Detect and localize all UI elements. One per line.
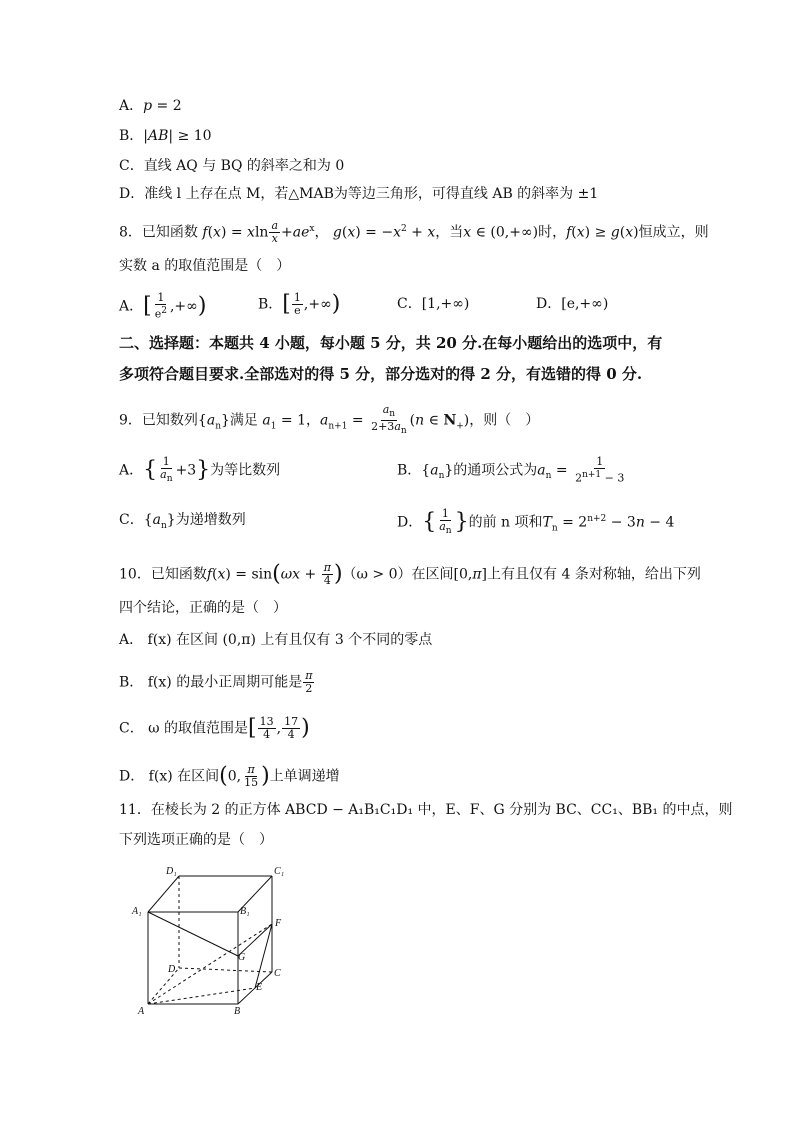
q9-stem: 9．已知数列$\{a_n\}$满足 $a_1 = 1$，$a_{n+1}$ = $\frac{a_n}{2+3a_n}$ (n ∈ $N_+$)，则（ ） (119, 403, 540, 437)
cube-figure (130, 862, 300, 1022)
q10-option-c: C． ω 的取值范围是[ $\frac{13}{4}$ , $\frac{17}{4}$ ) (119, 715, 310, 741)
q10-option-b: B． f(x) 的最小正周期可能是 $\frac{\pi}{2}$ (119, 669, 313, 695)
q9-option-d: D．{ $\frac{1}{a_n}$ }的前 n 项和$T_n = 2^{n+2} - 3n - 4$ (397, 507, 675, 537)
q8-stem-line2: 实数 a 的取值范围是（ ） (119, 258, 291, 274)
q9-option-c: C．$\{a_n\}$为递增数列 (119, 512, 246, 531)
label-e: E (256, 982, 263, 993)
q8-stem: 8．已知函数 f(x) = xln $\frac{a}{x}$ $+ae^x$， $g(x) = -x^2 + x$，当x ∈ (0,+∞)时，f(x) ≥ g(x)恒成立，则 (119, 219, 709, 246)
q10-stem: 10．已知函数f(x) = sin(ωx + $\frac{\pi}{4}$ )（ω > 0）在区间[0,π]上有且仅有 4 条对称轴，给出下列 (119, 561, 701, 587)
label-c1: C₁ (274, 866, 285, 877)
q10-stem-line2: 四个结论，正确的是（ ） (119, 600, 287, 616)
q11-stem-line1: 11．在棱长为 2 的正方体 ABCD − A₁B₁C₁D₁ 中，E、F、G 分别为 BC、CC₁、BB₁ 的中点，则 (119, 802, 733, 818)
label-b: B (234, 1006, 241, 1017)
q7-option-d: D．准线 l 上存在点 M，若△MAB为等边三角形，可得直线 AB 的斜率为 ±1 (119, 186, 599, 202)
label-g: G (238, 952, 246, 963)
q7-option-c: C．直线 AQ 与 BQ 的斜率之和为 0 (119, 158, 345, 174)
q7-option-b: B．|AB| ≥ 10 (119, 128, 212, 144)
q8-option-a: A．[ $\frac{1}{e^2}$ ,+∞) (119, 291, 207, 321)
q7-option-a: A．p = 2 (119, 98, 182, 114)
label-b1: B₁ (240, 906, 250, 917)
q9-option-a: A．{ $\frac{1}{a_n}$ +3}为等比数列 (119, 455, 281, 485)
section2-header-line2: 多项符合题目要求.全部选对的得 5 分，部分选对的得 2 分，有选错的得 0 分. (119, 365, 643, 383)
q11-stem-line2: 下列选项正确的是（ ） (119, 832, 273, 848)
q10-option-a: A． f(x) 在区间 (0,π) 上有且仅有 3 个不同的零点 (119, 632, 433, 648)
q8-option-c: C．[1,+∞) (397, 296, 470, 312)
label-a1: A₁ (132, 906, 142, 917)
q10-option-d: D． f(x) 在区间(0, $\frac{\pi}{15}$ )上单调递增 (119, 763, 340, 789)
section2-header-line1: 二、选择题：本题共 4 小题，每小题 5 分，共 20 分.在每小题给出的选项中，有 (119, 334, 663, 352)
label-d1: D₁ (166, 866, 177, 877)
label-f: F (275, 918, 282, 929)
q8-option-d: D．[e,+∞) (536, 296, 609, 312)
label-a: A (138, 1006, 145, 1017)
label-c: C (274, 968, 281, 979)
q8-option-b: B．[ $\frac{1}{e}$ ,+∞) (258, 291, 341, 317)
label-d: D (168, 964, 176, 975)
q9-option-b: B．$\{a_n\}$的通项公式为$a_n$ = $\frac{1}{2^{n+1} - 3}$ (397, 455, 625, 485)
